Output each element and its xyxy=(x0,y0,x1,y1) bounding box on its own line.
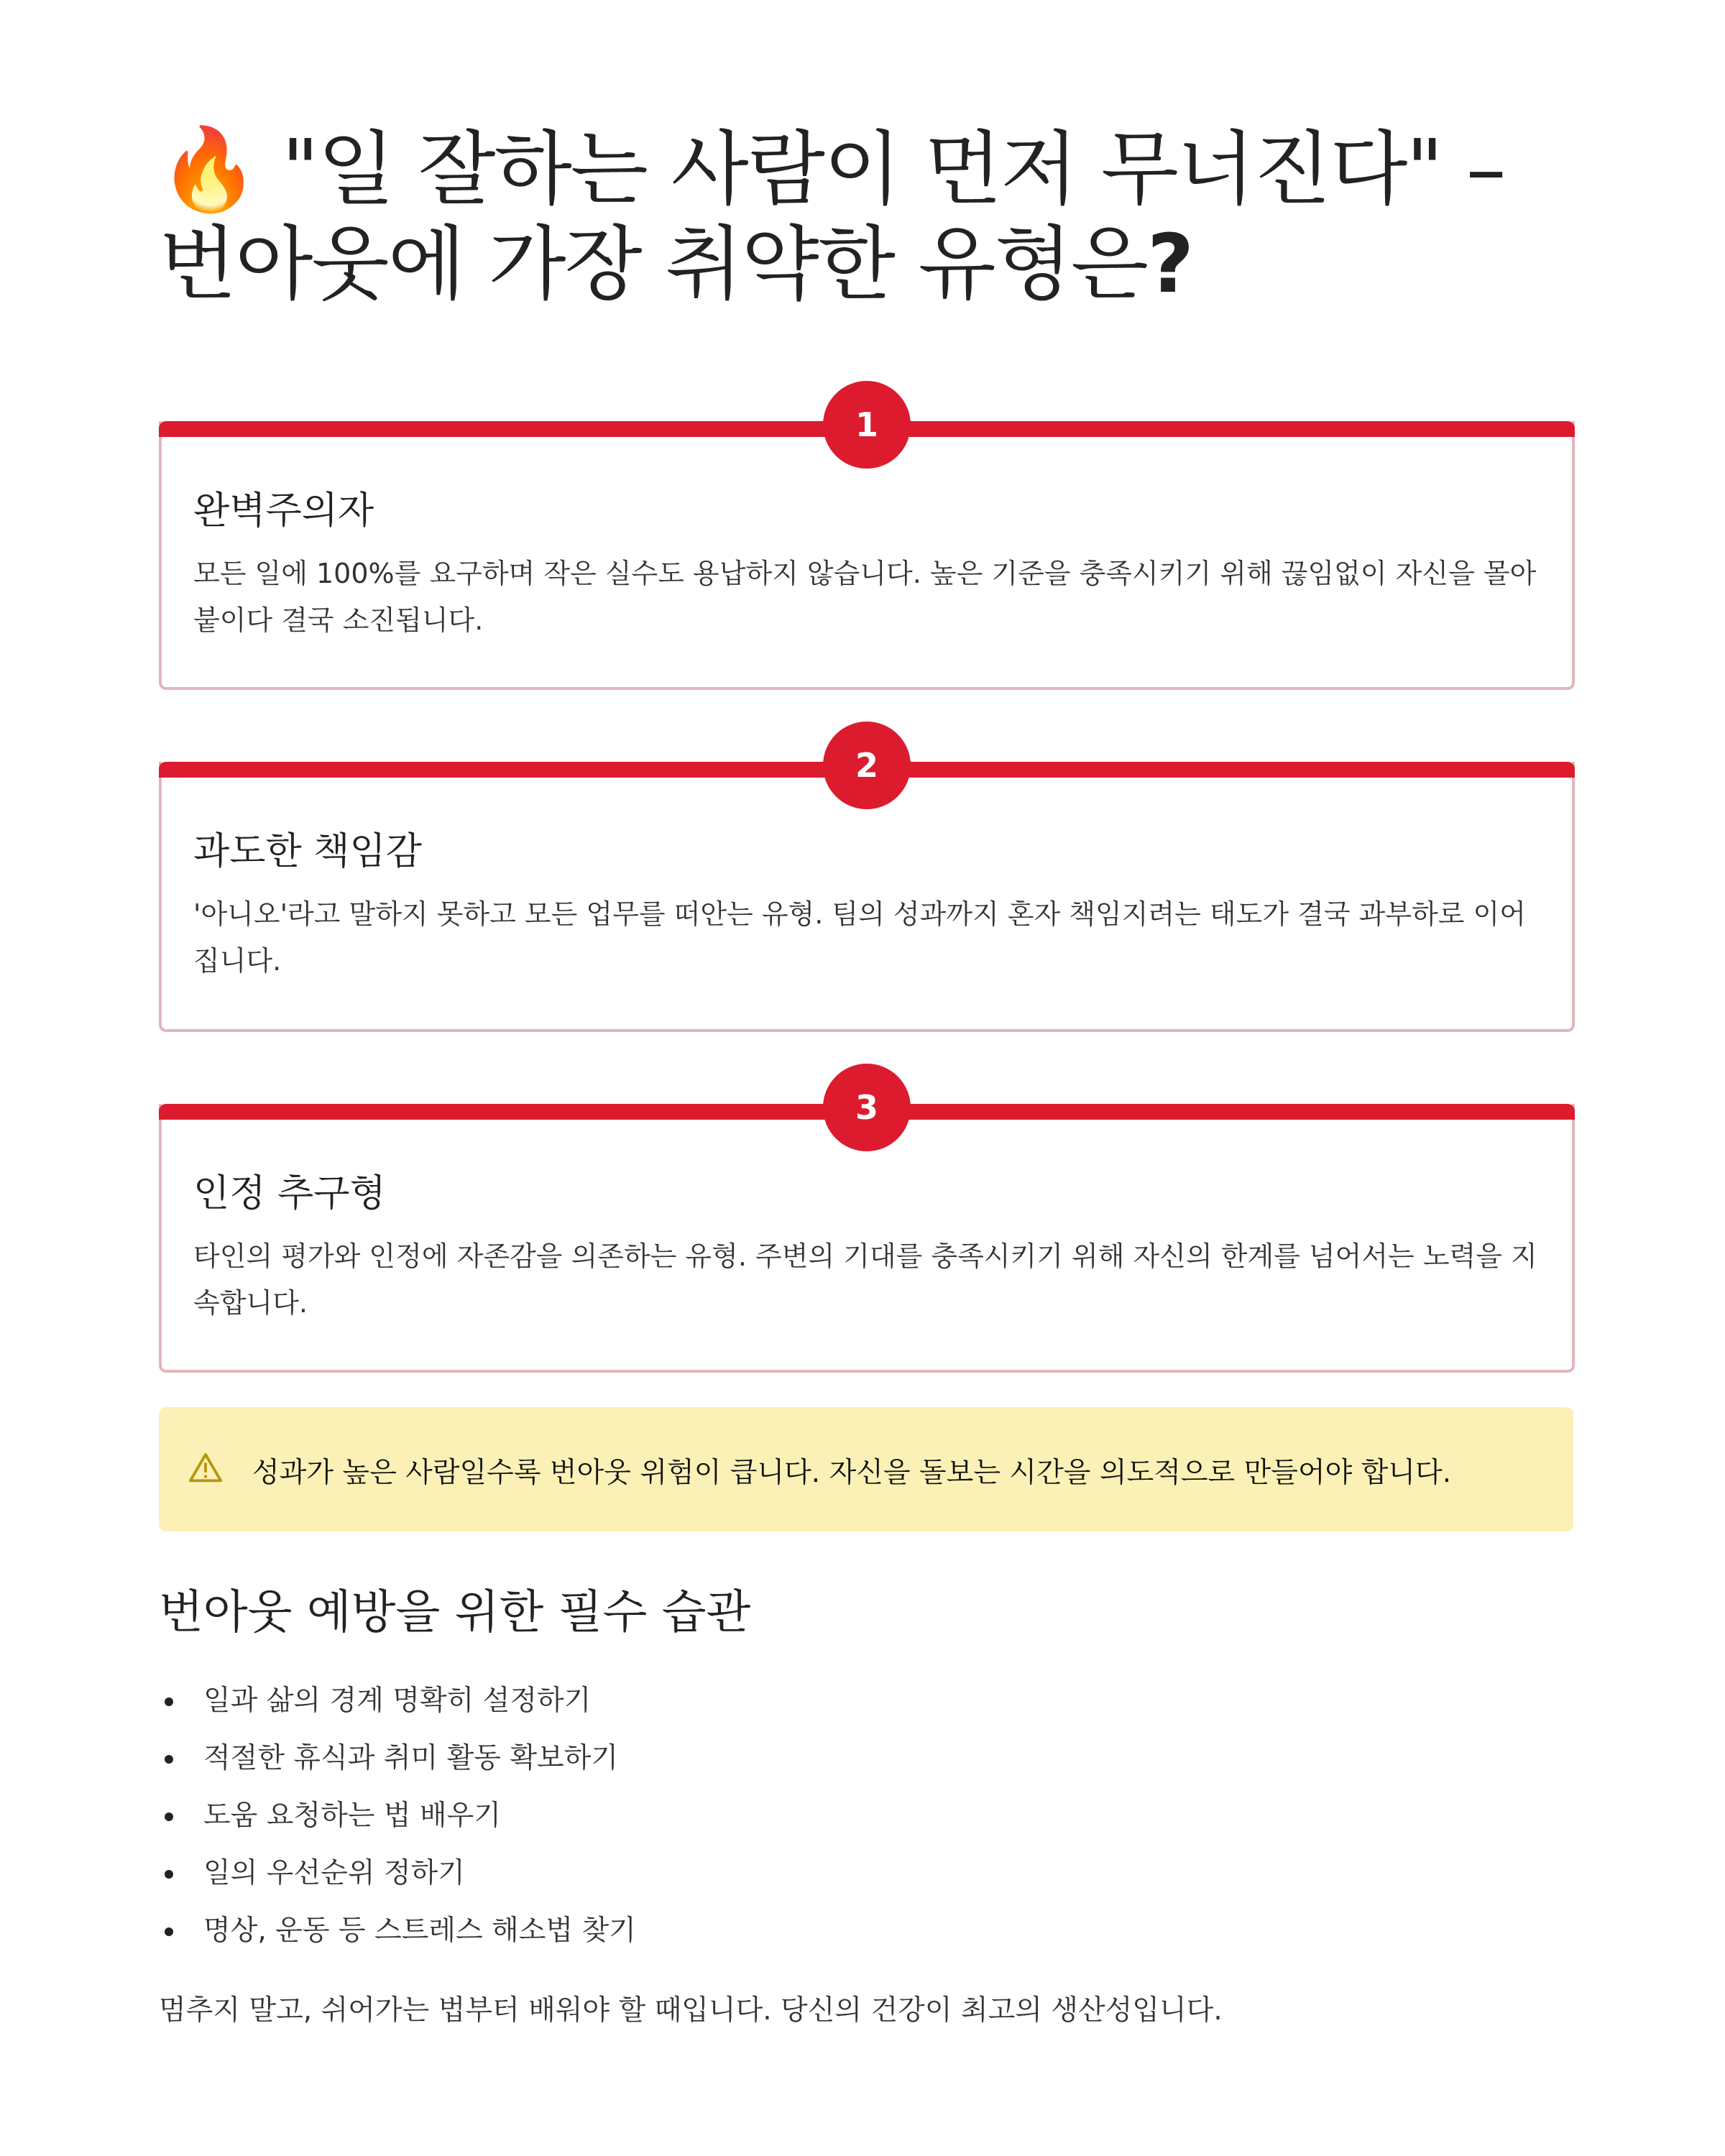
list-item-text: 적절한 휴식과 취미 활동 확보하기 xyxy=(203,1742,619,1774)
closing-paragraph: 멈추지 말고, 쉬어가는 법부터 배워야 할 때입니다. 당신의 건강이 최고의 생산성입니다. xyxy=(159,1994,1223,2027)
list-item xyxy=(159,1845,636,1902)
bullet-icon xyxy=(165,1697,173,1706)
type-card-approval-seeker xyxy=(159,1088,1575,1373)
habits-heading: 번아웃 예방을 위한 필수 습관 xyxy=(159,1586,751,1639)
list-item-text: 일과 삶의 경계 명확히 설정하기 xyxy=(203,1685,592,1717)
warning-callout xyxy=(159,1407,1573,1531)
warning-icon xyxy=(189,1452,222,1485)
bullet-icon xyxy=(165,1812,173,1821)
list-item xyxy=(159,1902,636,1960)
card-body: 타인의 평가와 인정에 자존감을 의존하는 유형. 주변의 기대를 충족시키기 위해 자신의 한계를 넘어서는 노력을 지속합니다. xyxy=(193,1240,1537,1319)
list-item-text: 명상, 운동 등 스트레스 해소법 찾기 xyxy=(203,1915,636,1947)
card-number-badge: 1 xyxy=(823,381,911,469)
list-item xyxy=(159,1730,636,1787)
card-heading: 완벽주의자 xyxy=(193,489,374,533)
list-item xyxy=(159,1672,636,1730)
bullet-icon xyxy=(165,1927,173,1936)
card-heading: 과도한 책임감 xyxy=(193,830,422,873)
list-item xyxy=(159,1787,636,1845)
card-number-badge: 3 xyxy=(823,1064,911,1151)
title-question-mark: ? xyxy=(1147,218,1193,311)
page-title xyxy=(159,122,1573,312)
title-text: "일 잘하는 사람이 먼저 무너진다" – 번아웃에 가장 취약한 유형은 xyxy=(159,123,1505,311)
list-item-text: 도움 요청하는 법 배우기 xyxy=(203,1800,501,1832)
fire-icon: 🔥 xyxy=(159,123,258,216)
habits-list xyxy=(159,1672,636,1960)
bullet-icon xyxy=(165,1755,173,1764)
list-item-text: 일의 우선순위 정하기 xyxy=(203,1857,465,1889)
type-card-perfectionist xyxy=(159,405,1575,690)
bullet-icon xyxy=(165,1870,173,1879)
card-body: '아니오'라고 말하지 못하고 모든 업무를 떠안는 유형. 팀의 성과까지 혼자 책임지려는 태도가 결국 과부하로 이어집니다. xyxy=(193,898,1526,977)
card-heading: 인정 추구형 xyxy=(193,1172,386,1215)
warning-text: 성과가 높은 사람일수록 번아웃 위험이 큽니다. 자신을 돌보는 시간을 의도적으로 만들어야 합니다. xyxy=(252,1457,1452,1489)
card-body: 모든 일에 100%를 요구하며 작은 실수도 용납하지 않습니다. 높은 기준을 충족시키기 위해 끊임없이 자신을 몰아붙이다 결국 소진됩니다. xyxy=(193,558,1537,636)
card-number-badge: 2 xyxy=(823,722,911,809)
type-card-over-responsibility xyxy=(159,746,1575,1032)
